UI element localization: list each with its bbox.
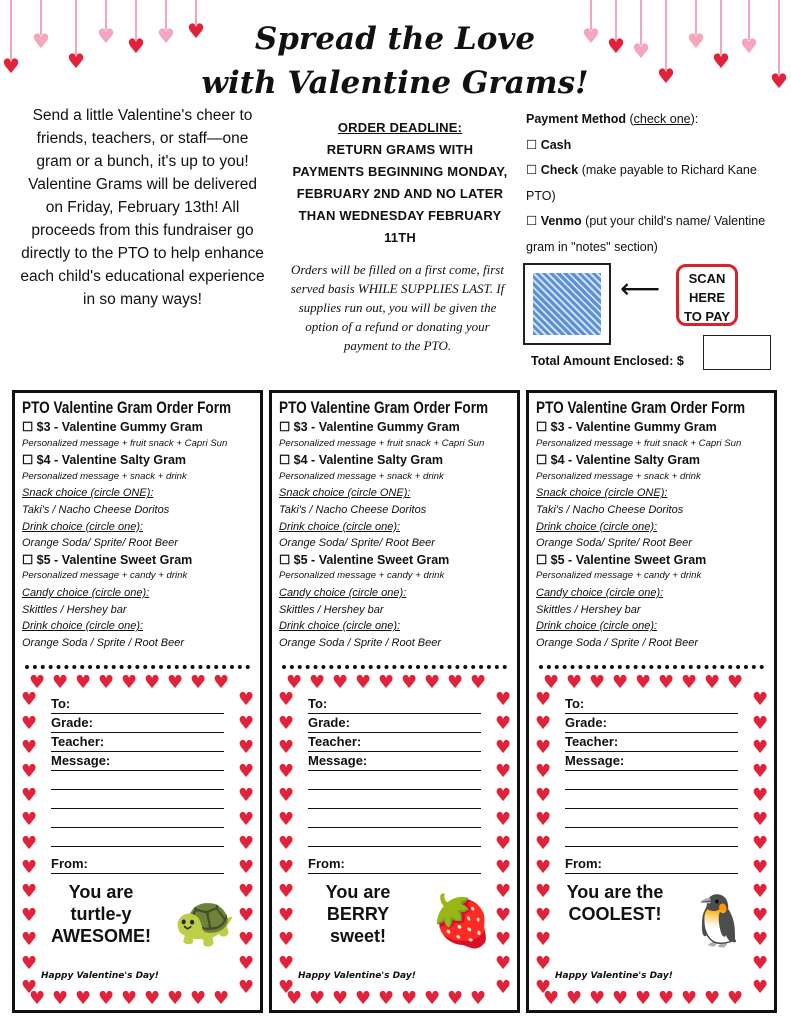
heart-icon: ♥: [495, 833, 512, 854]
deadline-heading: ORDER DEADLINE:: [337, 120, 463, 135]
heart-icon: ♥: [238, 761, 255, 782]
heart-icon: ♥: [424, 988, 441, 1009]
heart-icon: ♥: [635, 672, 652, 693]
heart-icon: ♥: [447, 988, 464, 1009]
heart-icon: ♥: [332, 988, 349, 1009]
heart-icon: ♥: [98, 988, 115, 1009]
heart-icon: ♥: [187, 19, 205, 43]
heart-icon: ♥: [278, 689, 295, 710]
message-line[interactable]: [565, 809, 738, 828]
heart-icon: ♥: [378, 988, 395, 1009]
heart-icon: ♥: [635, 988, 652, 1009]
heart-icon: ♥: [278, 833, 295, 854]
heart-icon: ♥: [687, 29, 705, 53]
option-salty-gram[interactable]: ☐ $4 - Valentine Salty Gram: [536, 453, 701, 468]
heart-icon: ♥: [21, 713, 38, 734]
heart-icon: ♥: [167, 988, 184, 1009]
title-line-1: Spread the Love: [254, 21, 536, 57]
heart-icon: ♥: [238, 785, 255, 806]
heart-icon: ♥: [752, 737, 769, 758]
teacher-field[interactable]: Teacher:: [308, 733, 481, 752]
gram-card: [535, 672, 769, 1009]
title-line-2: with Valentine Grams!: [201, 65, 589, 101]
sweet-desc: Personalized message + candy + drink: [279, 570, 445, 582]
heart-icon: ♥: [495, 953, 512, 974]
heart-icon: ♥: [495, 857, 512, 878]
heart-icon: ♥: [52, 988, 69, 1009]
heart-icon: ♥: [157, 24, 175, 48]
heart-icon: ♥: [535, 929, 552, 950]
happy-valentines: Happy Valentine's Day!: [41, 971, 159, 981]
heart-icon: ♥: [657, 64, 675, 88]
snack-options: Taki's / Nacho Cheese Doritos: [536, 503, 684, 516]
heart-icon: ♥: [752, 953, 769, 974]
heart-icon: ♥: [658, 672, 675, 693]
heart-icon: ♥: [21, 737, 38, 758]
heart-icon: ♥: [52, 672, 69, 693]
heart-icon: ♥: [495, 737, 512, 758]
heart-icon: ♥: [355, 988, 372, 1009]
heart-icon: ♥: [21, 809, 38, 830]
heart-icon: ♥: [752, 929, 769, 950]
candy-options: Skittles / Hershey bar: [279, 603, 384, 616]
strawberry-icon: 🍓: [430, 892, 493, 950]
heart-icon: ♥: [752, 977, 769, 998]
heart-icon: ♥: [535, 977, 552, 998]
cut-line: [25, 665, 250, 669]
heart-icon: ♥: [21, 929, 38, 950]
orders-note: Orders will be filled on a first come, first served basis WHILE SUPPLIES LAST. If supplies run out, you will be given the option of a refund or donating your payment to the PTO.: [290, 262, 505, 353]
option-sweet-gram[interactable]: ☐ $5 - Valentine Sweet Gram: [22, 552, 193, 567]
heart-icon: ♥: [658, 988, 675, 1009]
grade-field[interactable]: Grade:: [51, 714, 224, 733]
option-venmo[interactable]: ☐ Venmo (put your child's name/ Valentine gram in "notes" section): [526, 214, 766, 254]
hanging-string: [720, 0, 722, 55]
candy-choice-label: Candy choice (circle one):: [279, 586, 407, 599]
heart-icon: ♥: [535, 737, 552, 758]
heart-icon: ♥: [238, 905, 255, 926]
arrow-icon: ⟵: [620, 272, 661, 305]
penguin-icon: 🐧: [687, 892, 750, 950]
sweet-desc: Personalized message + candy + drink: [536, 570, 702, 582]
heart-icon: ♥: [21, 761, 38, 782]
heart-icon: ♥: [535, 905, 552, 926]
heart-icon: ♥: [727, 988, 744, 1009]
heart-icon: ♥: [470, 988, 487, 1009]
form-title: PTO Valentine Gram Order Form: [22, 398, 232, 417]
heart-icon: ♥: [278, 881, 295, 902]
drink-choice-label: Drink choice (circle one):: [22, 620, 144, 633]
hanging-string: [778, 0, 780, 75]
heart-icon: ♥: [278, 977, 295, 998]
check-note: (make payable to Richard Kane PTO): [526, 163, 757, 203]
cash-label: Cash: [540, 137, 572, 152]
heart-icon: ♥: [75, 988, 92, 1009]
venmo-label: Venmo: [540, 214, 582, 228]
heart-icon: ♥: [535, 809, 552, 830]
heart-icon: ♥: [495, 809, 512, 830]
drink-options: Orange Soda / Sprite / Root Beer: [22, 636, 185, 649]
heart-icon: ♥: [286, 672, 303, 693]
heart-icon: ♥: [535, 953, 552, 974]
drink-choice-label: Drink choice (circle one):: [279, 520, 401, 533]
heart-icon: ♥: [752, 785, 769, 806]
snack-options: Taki's / Nacho Cheese Doritos: [279, 503, 427, 516]
heart-icon: ♥: [121, 672, 138, 693]
heart-icon: ♥: [278, 857, 295, 878]
grade-field[interactable]: Grade:: [565, 714, 738, 733]
heart-icon: ♥: [543, 988, 560, 1009]
heart-icon: ♥: [278, 761, 295, 782]
heart-icon: ♥: [378, 672, 395, 693]
heart-icon: ♥: [355, 672, 372, 693]
heart-icon: ♥: [21, 953, 38, 974]
heart-icon: ♥: [535, 689, 552, 710]
total-amount-field[interactable]: [703, 335, 771, 370]
option-sweet-gram[interactable]: ☐ $5 - Valentine Sweet Gram: [279, 552, 450, 567]
heart-icon: ♥: [238, 881, 255, 902]
heart-icon: ♥: [98, 672, 115, 693]
heart-icon: ♥: [278, 809, 295, 830]
drink-options: Orange Soda/ Sprite/ Root Beer: [279, 537, 435, 550]
heart-icon: ♥: [21, 857, 38, 878]
deadline-text: RETURN GRAMS WITH PAYMENTS BEGINNING MONDAY, FEBRUARY 2ND AND NO LATER THAN WEDNESDAY FEBRUARY 11TH: [292, 142, 508, 245]
heart-icon: ♥: [495, 929, 512, 950]
snack-choice-label: Snack choice (circle ONE):: [279, 487, 411, 500]
heart-icon: ♥: [495, 977, 512, 998]
heart-icon: ♥: [681, 672, 698, 693]
salty-desc: Personalized message + snack + drink: [22, 470, 187, 482]
teacher-field[interactable]: Teacher:: [51, 733, 224, 752]
heart-icon: ♥: [309, 988, 326, 1009]
heart-icon: ♥: [29, 672, 46, 693]
message-line[interactable]: [308, 809, 481, 828]
sweet-desc: Personalized message + candy + drink: [22, 570, 188, 582]
check-one: check one: [633, 112, 691, 126]
gummy-desc: Personalized message + fruit snack + Capri Sun: [22, 437, 228, 449]
message-line[interactable]: [308, 828, 481, 847]
heart-icon: ♥: [612, 672, 629, 693]
message-line[interactable]: [565, 828, 738, 847]
order-form: [272, 393, 517, 654]
to-field[interactable]: To:: [565, 695, 738, 714]
heart-icon: ♥: [566, 672, 583, 693]
heart-icon: ♥: [278, 905, 295, 926]
drink-choice-label: Drink choice (circle one):: [279, 620, 401, 633]
heart-icon: ♥: [752, 809, 769, 830]
heart-icon: ♥: [29, 988, 46, 1009]
heart-icon: ♥: [607, 34, 625, 58]
message-field[interactable]: Message:: [565, 752, 738, 771]
payment-heading: Payment Method: [526, 112, 627, 126]
message-field[interactable]: Message:: [308, 752, 481, 771]
heart-icon: ♥: [401, 672, 418, 693]
heart-icon: ♥: [238, 737, 255, 758]
option-gummy-gram[interactable]: ☐ $3 - Valentine Gummy Gram: [536, 420, 717, 434]
message-line[interactable]: [51, 771, 224, 790]
order-deadline: [290, 117, 510, 249]
message-line[interactable]: [51, 790, 224, 809]
heart-icon: ♥: [213, 988, 230, 1009]
drink-choice-label: Drink choice (circle one):: [536, 620, 658, 633]
candy-options: Skittles / Hershey bar: [536, 603, 641, 616]
message-line[interactable]: [308, 771, 481, 790]
heart-icon: ♥: [167, 672, 184, 693]
option-salty-gram[interactable]: ☐ $4 - Valentine Salty Gram: [279, 453, 444, 468]
message-line[interactable]: [51, 828, 224, 847]
candy-options: Skittles / Hershey bar: [22, 603, 127, 616]
heart-icon: ♥: [752, 833, 769, 854]
cut-line: [539, 665, 764, 669]
heart-icon: ♥: [190, 988, 207, 1009]
heart-icon: ♥: [752, 761, 769, 782]
heart-icon: ♥: [589, 672, 606, 693]
heart-icon: ♥: [21, 833, 38, 854]
heart-icon: ♥: [21, 689, 38, 710]
from-field[interactable]: From:: [51, 855, 224, 874]
message-line[interactable]: [51, 809, 224, 828]
drink-options: Orange Soda / Sprite / Root Beer: [536, 636, 699, 649]
heart-icon: ♥: [21, 977, 38, 998]
heart-icon: ♥: [712, 49, 730, 73]
heart-icon: ♥: [286, 988, 303, 1009]
heart-icon: ♥: [704, 988, 721, 1009]
heart-icon: ♥: [2, 54, 20, 78]
card-slogan: You are the COOLEST!: [566, 882, 664, 924]
salty-desc: Personalized message + snack + drink: [279, 470, 444, 482]
heart-icon: ♥: [770, 69, 788, 93]
heart-icon: ♥: [75, 672, 92, 693]
heart-icon: ♥: [67, 49, 85, 73]
to-field[interactable]: To:: [51, 695, 224, 714]
heart-icon: ♥: [190, 672, 207, 693]
heart-icon: ♥: [401, 988, 418, 1009]
order-form-column: [269, 390, 520, 1013]
heart-icon: ♥: [238, 809, 255, 830]
from-field[interactable]: From:: [565, 855, 738, 874]
heart-icon: ♥: [238, 833, 255, 854]
heart-icon: ♥: [278, 929, 295, 950]
heart-icon: ♥: [535, 857, 552, 878]
gummy-desc: Personalized message + fruit snack + Capri Sun: [279, 437, 485, 449]
heart-icon: ♥: [752, 857, 769, 878]
heart-icon: ♥: [495, 785, 512, 806]
from-field[interactable]: From:: [308, 855, 481, 874]
heart-icon: ♥: [632, 39, 650, 63]
happy-valentines: Happy Valentine's Day!: [298, 971, 416, 981]
heart-icon: ♥: [535, 785, 552, 806]
option-gummy-gram[interactable]: ☐ $3 - Valentine Gummy Gram: [279, 420, 460, 434]
heart-icon: ♥: [582, 24, 600, 48]
option-check[interactable]: ☐ Check (make payable to Richard Kane PTO): [526, 163, 757, 203]
message-field[interactable]: Message:: [51, 752, 224, 771]
candy-choice-label: Candy choice (circle one):: [536, 586, 664, 599]
drink-choice-label: Drink choice (circle one):: [536, 520, 658, 533]
heart-icon: ♥: [238, 713, 255, 734]
heart-icon: ♥: [278, 737, 295, 758]
heart-icon: ♥: [752, 689, 769, 710]
heart-icon: ♥: [495, 905, 512, 926]
heart-icon: ♥: [238, 857, 255, 878]
heart-icon: ♥: [332, 672, 349, 693]
heart-icon: ♥: [752, 881, 769, 902]
scan-to-pay-badge: SCAN HERE TO PAY: [676, 264, 738, 326]
turtle-icon: 🐢: [173, 892, 236, 950]
heart-icon: ♥: [740, 34, 758, 58]
heart-icon: ♥: [495, 881, 512, 902]
heart-icon: ♥: [238, 953, 255, 974]
heart-icon: ♥: [470, 672, 487, 693]
happy-valentines: Happy Valentine's Day!: [555, 971, 673, 981]
message-line[interactable]: [565, 771, 738, 790]
cut-line: [282, 665, 507, 669]
option-salty-gram[interactable]: ☐ $4 - Valentine Salty Gram: [22, 453, 187, 468]
drink-options: Orange Soda/ Sprite/ Root Beer: [22, 537, 178, 550]
heart-icon: ♥: [424, 672, 441, 693]
grade-field[interactable]: Grade:: [308, 714, 481, 733]
heart-icon: ♥: [309, 672, 326, 693]
message-line[interactable]: [308, 790, 481, 809]
message-line[interactable]: [565, 790, 738, 809]
snack-choice-label: Snack choice (circle ONE):: [22, 487, 154, 500]
heart-icon: ♥: [727, 672, 744, 693]
heart-icon: ♥: [535, 881, 552, 902]
heart-icon: ♥: [704, 672, 721, 693]
heart-icon: ♥: [21, 905, 38, 926]
heart-icon: ♥: [213, 672, 230, 693]
drink-options: Orange Soda / Sprite / Root Beer: [279, 636, 442, 649]
heart-icon: ♥: [278, 713, 295, 734]
heart-icon: ♥: [495, 713, 512, 734]
heart-icon: ♥: [543, 672, 560, 693]
heart-icon: ♥: [238, 689, 255, 710]
option-cash[interactable]: ☐ Cash: [526, 137, 572, 152]
heart-icon: ♥: [97, 24, 115, 48]
card-slogan: You are BERRY sweet!: [325, 882, 391, 946]
snack-options: Taki's / Nacho Cheese Doritos: [22, 503, 170, 516]
option-gummy-gram[interactable]: ☐ $3 - Valentine Gummy Gram: [22, 420, 203, 434]
candy-choice-label: Candy choice (circle one):: [22, 586, 150, 599]
heart-icon: ♥: [752, 905, 769, 926]
form-title: PTO Valentine Gram Order Form: [279, 398, 489, 417]
intro-text: Send a little Valentine's cheer to friends, teachers, or staff—one gram or a bunch, it's up to you! Valentine Grams will be delivered on Friday, February 13th! All proceeds from this fundraiser go directly to the PTO to help enhance each child's educational experience in so many ways!: [20, 107, 265, 308]
form-title: PTO Valentine Gram Order Form: [536, 398, 746, 417]
snack-choice-label: Snack choice (circle ONE):: [536, 487, 668, 500]
hanging-string: [75, 0, 77, 55]
heart-icon: ♥: [495, 689, 512, 710]
order-form-column: [526, 390, 777, 1013]
gram-card: [21, 672, 255, 1009]
order-form: [529, 393, 774, 654]
order-form-column: [12, 390, 263, 1013]
heart-icon: ♥: [752, 713, 769, 734]
payment-method: Payment Method (check one): ☐ Cash ☐ Check (make payable to Richard Kane PTO) ☐ Venmo (put your child's name/ Valentine gram in "notes" section): [526, 107, 786, 260]
order-form: [15, 393, 260, 654]
teacher-field[interactable]: Teacher:: [565, 733, 738, 752]
gummy-desc: Personalized message + fruit snack + Capri Sun: [536, 437, 742, 449]
hanging-string: [10, 0, 12, 60]
heart-icon: ♥: [238, 929, 255, 950]
heart-icon: ♥: [566, 988, 583, 1009]
heart-icon: ♥: [21, 881, 38, 902]
heart-icon: ♥: [535, 833, 552, 854]
heart-icon: ♥: [589, 988, 606, 1009]
total-amount-label: Total Amount Enclosed: $: [531, 354, 684, 368]
heart-icon: ♥: [32, 29, 50, 53]
heart-icon: ♥: [447, 672, 464, 693]
heart-icon: ♥: [127, 34, 145, 58]
heart-icon: ♥: [144, 988, 161, 1009]
check-label: Check: [540, 163, 579, 177]
venmo-note: (put your child's name/ Valentine gram in "notes" section): [526, 214, 766, 254]
heart-icon: ♥: [495, 761, 512, 782]
drink-options: Orange Soda/ Sprite/ Root Beer: [536, 537, 692, 550]
heart-icon: ♥: [535, 761, 552, 782]
heart-icon: ♥: [21, 785, 38, 806]
heart-icon: ♥: [121, 988, 138, 1009]
heart-icon: ♥: [238, 977, 255, 998]
heart-icon: ♥: [681, 988, 698, 1009]
card-slogan: You are turtle-y AWESOME!: [50, 882, 151, 946]
heart-icon: ♥: [535, 713, 552, 734]
drink-choice-label: Drink choice (circle one):: [22, 520, 144, 533]
heart-icon: ♥: [612, 988, 629, 1009]
gram-card: [278, 672, 512, 1009]
heart-icon: ♥: [144, 672, 161, 693]
heart-icon: ♥: [278, 953, 295, 974]
option-sweet-gram[interactable]: ☐ $5 - Valentine Sweet Gram: [536, 552, 707, 567]
heart-icon: ♥: [278, 785, 295, 806]
salty-desc: Personalized message + snack + drink: [536, 470, 701, 482]
venmo-qr-code[interactable]: [523, 263, 611, 345]
to-field[interactable]: To:: [308, 695, 481, 714]
